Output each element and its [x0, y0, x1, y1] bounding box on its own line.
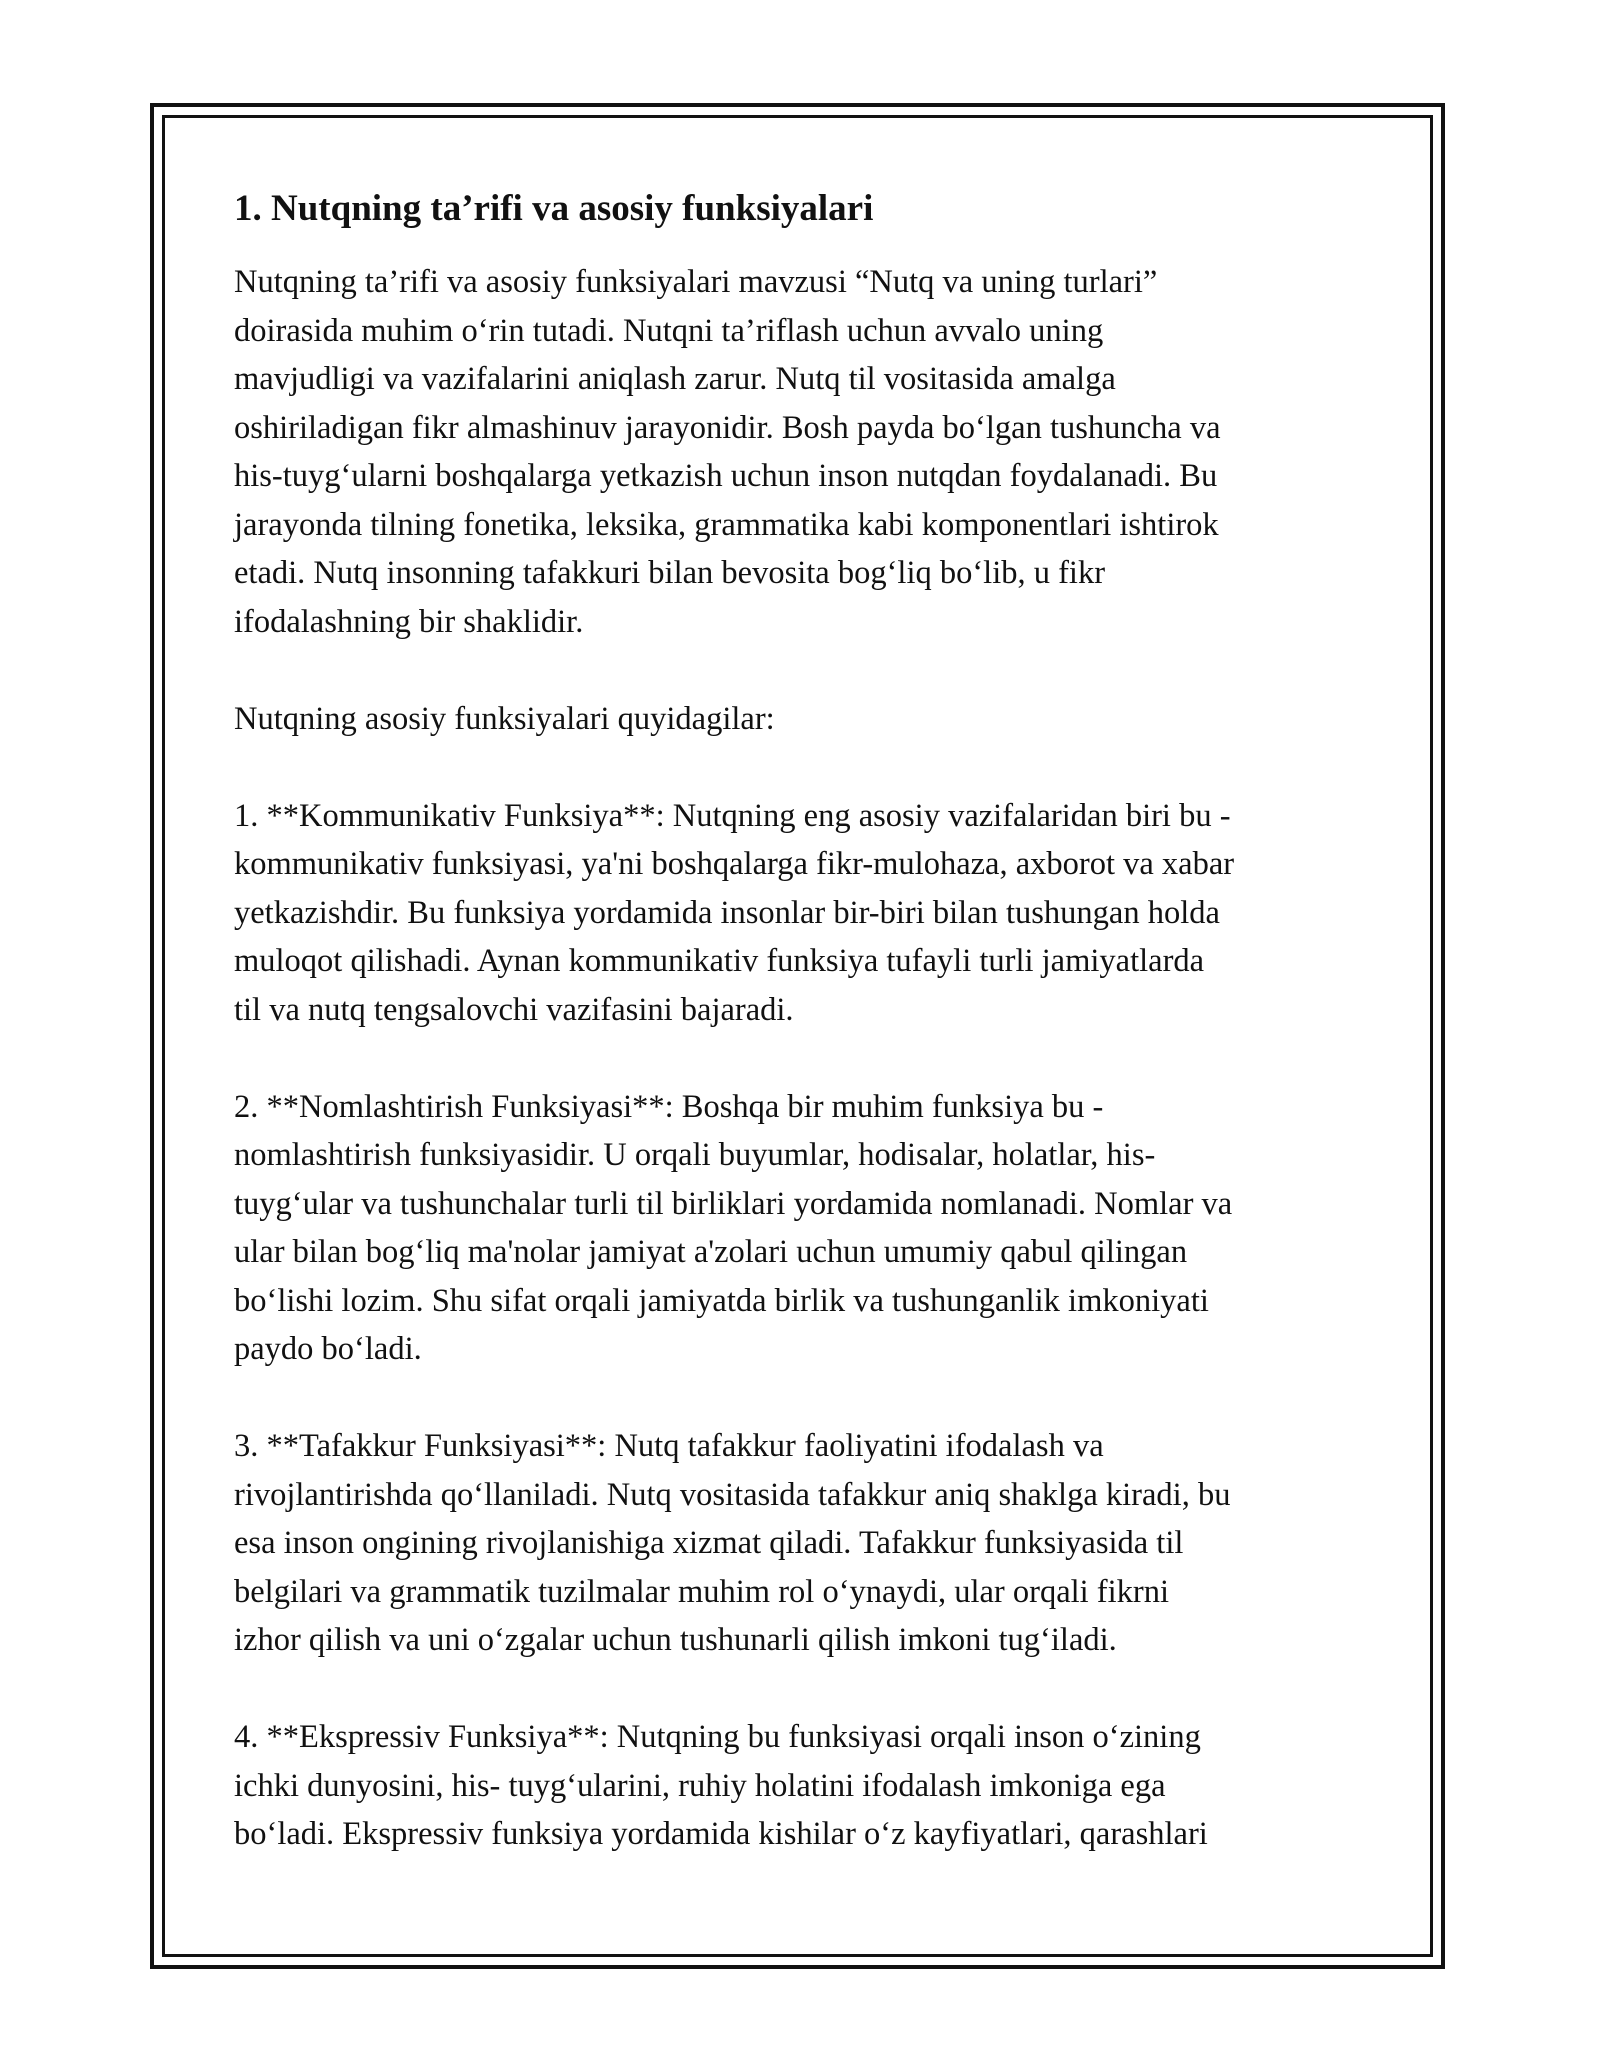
paragraph-line: til va nutq tengsalovchi vazifasini bajaradi. [234, 991, 794, 1028]
paragraph-line: muloqot qilishadi. Aynan kommunikativ funksiya tufayli turli jamiyatlarda [234, 943, 1205, 979]
paragraph-line: Nutqning ta’rifi va asosiy funksiyalari mavzusi “Nutq va uning turlari” [234, 264, 1158, 300]
paragraph-line: yetkazishdir. Bu funksiya yordamida insonlar bir-biri bilan tushungan holda [234, 894, 1220, 931]
paragraph-line: belgilari va grammatik tuzilmalar muhim rol o‘ynaydi, ular orqali fikrni [234, 1573, 1170, 1610]
paragraph [234, 1083, 1384, 1374]
paragraph-line: jarayonda tilning fonetika, leksika, grammatika kabi komponentlari ishtirok [234, 506, 1219, 543]
paragraph-line: 1. **Kommunikativ Funksiya**: Nutqning eng asosiy vazifalaridan biri bu - [234, 797, 1231, 834]
paragraph [234, 1713, 1384, 1859]
paragraph-line: ifodalashning bir shaklidir. [234, 603, 584, 640]
paragraph-line: bo‘ladi. Ekspressiv funksiya yordamida kishilar o‘z kayfiyatlari, qarashlari [234, 1816, 1208, 1852]
paragraph [234, 1422, 1384, 1665]
paragraph-line: tuyg‘ular va tushunchalar turli til birliklari yordamida nomlanadi. Nomlar va [234, 1185, 1233, 1222]
paragraph-line: paydo bo‘ladi. [234, 1331, 422, 1367]
paragraph-line: bo‘lishi lozim. Shu sifat orqali jamiyatda birlik va tushunganlik imkoniyati [234, 1282, 1209, 1319]
paragraph-line: rivojlantirishda qo‘llaniladi. Nutq vositasida tafakkur aniq shaklga kiradi, bu [234, 1476, 1231, 1513]
section-heading: 1. Nutqning ta’rifi va asosiy funksiyalari [234, 188, 874, 229]
paragraph-line: nomlashtirish funksiyasidir. U orqali buyumlar, hodisalar, holatlar, his- [234, 1137, 1156, 1173]
paragraph-line: doirasida muhim o‘rin tutadi. Nutqni ta’riflash uchun avvalo uning [234, 312, 1104, 349]
paragraph [234, 258, 1384, 646]
paragraph [234, 792, 1384, 1035]
paragraph-line: ichki dunyosini, his- tuyg‘ularini, ruhiy holatini ifodalash imkoniga ega [234, 1767, 1166, 1804]
paragraph-line: 4. **Ekspressiv Funksiya**: Nutqning bu funksiyasi orqali inson o‘zining [234, 1719, 1201, 1755]
paragraph [234, 695, 1384, 744]
paragraph-line: ular bilan bog‘liq ma'nolar jamiyat a'zolari uchun umumiy qabul qilingan [234, 1234, 1188, 1270]
document-content [234, 186, 1384, 1907]
paragraph-line: izhor qilish va uni o‘zgalar uchun tushunarli qilish imkoni tug‘iladi. [234, 1622, 1117, 1658]
paragraph-line: 2. **Nomlashtirish Funksiyasi**: Boshqa bir muhim funksiya bu - [234, 1088, 1104, 1125]
paragraph-line: kommunikativ funksiyasi, ya'ni boshqalarga fikr-mulohaza, axborot va xabar [234, 846, 1235, 882]
paragraph-line: oshiriladigan fikr almashinuv jarayonidir. Bosh payda bo‘lgan tushuncha va [234, 409, 1221, 446]
paragraph-line: etadi. Nutq insonning tafakkuri bilan bevosita bog‘liq bo‘lib, u fikr [234, 555, 1106, 591]
paragraph-line: his-tuyg‘ularni boshqalarga yetkazish uchun inson nutqdan foydalanadi. Bu [234, 458, 1218, 494]
paragraph-line: mavjudligi va vazifalarini aniqlash zarur. Nutq til vositasida amalga [234, 361, 1116, 397]
paragraph-list [234, 258, 1384, 1859]
paragraph-line: esa inson ongining rivojlanishiga xizmat qiladi. Tafakkur funksiyasida til [234, 1525, 1184, 1561]
paragraph-line: 3. **Tafakkur Funksiyasi**: Nutq tafakkur faoliyatini ifodalash va [234, 1428, 1104, 1464]
paragraph-line: Nutqning asosiy funksiyalari quyidagilar: [234, 700, 775, 737]
